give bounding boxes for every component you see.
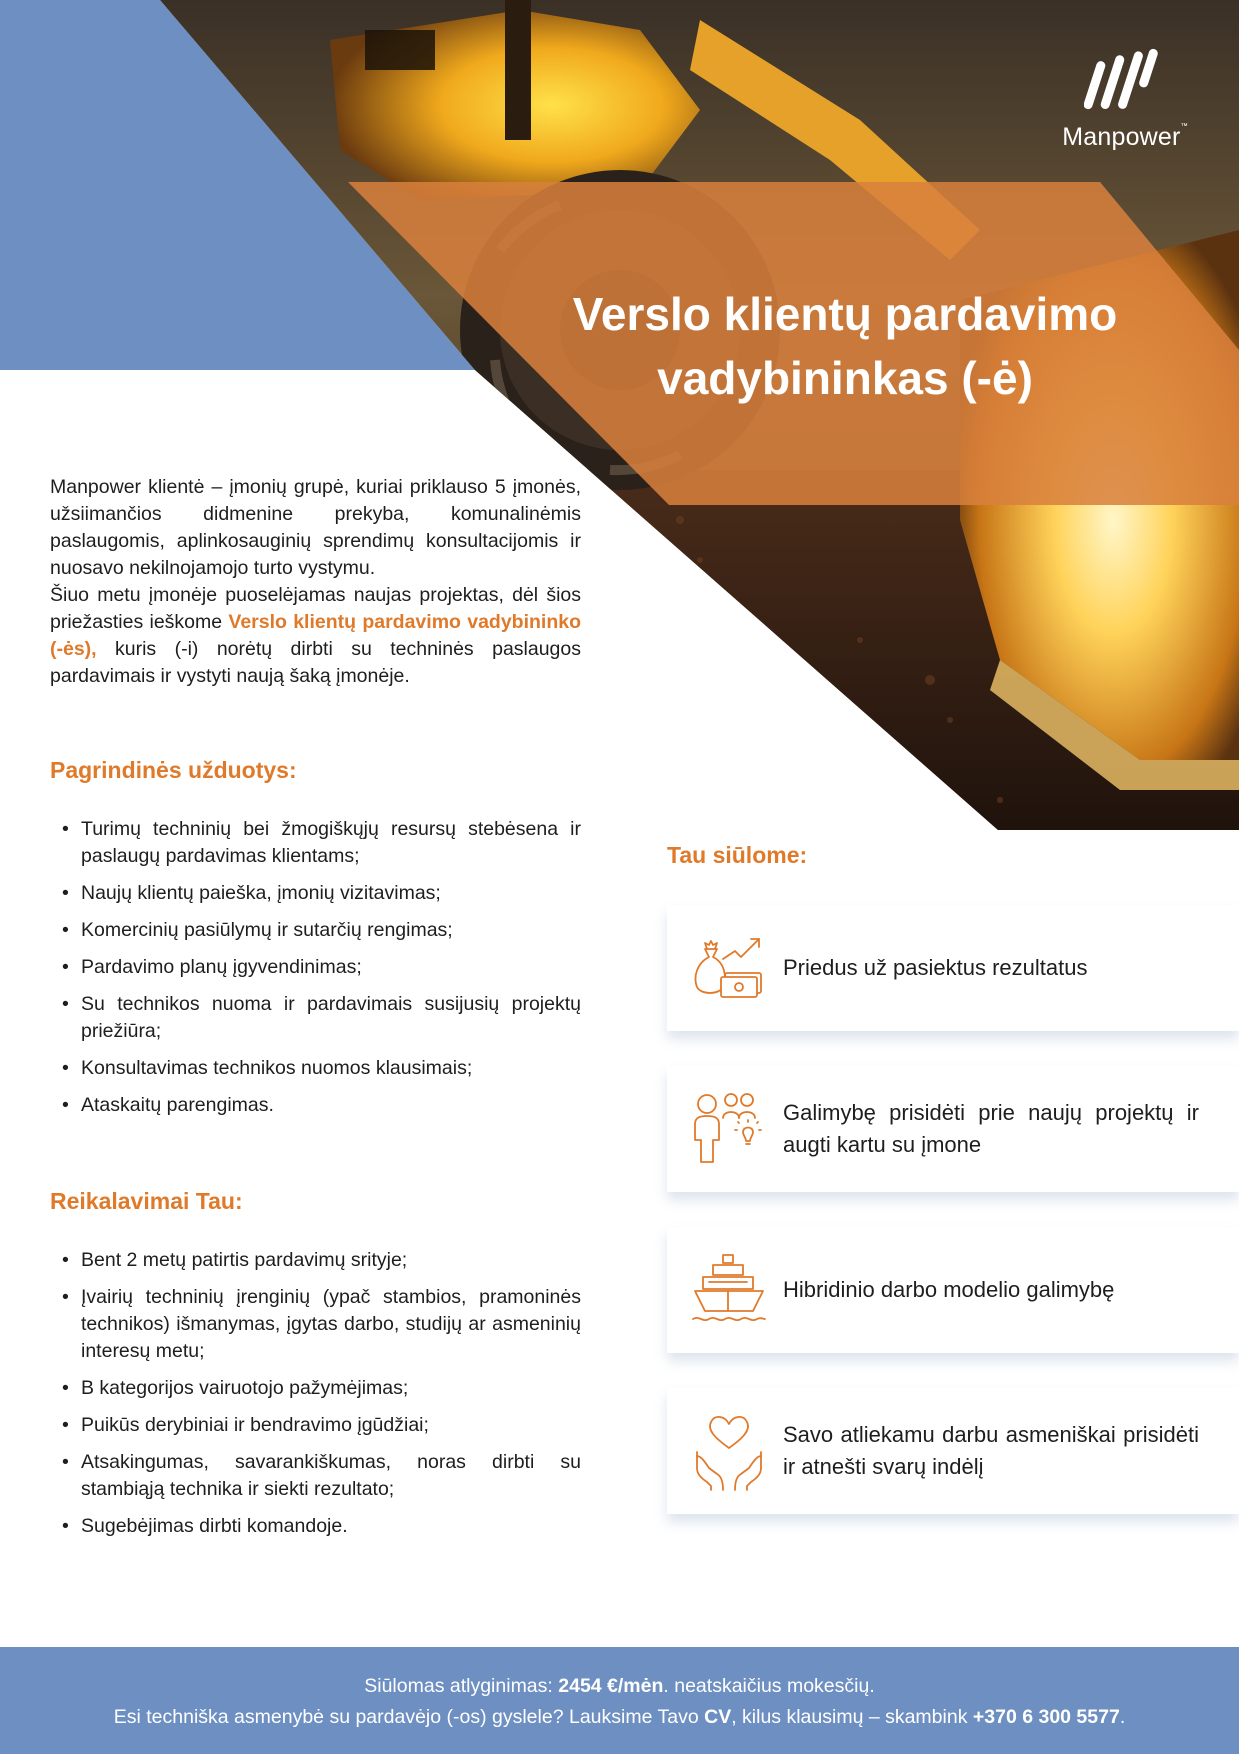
logo-wordmark: Manpower: [1062, 123, 1181, 151]
offer-card-bonus: [667, 905, 1239, 1031]
tasks-list: [50, 816, 581, 1129]
intro-highlight: Verslo klientų pardavimo vadybininko (-ės),: [50, 611, 581, 660]
manpower-logo-icon: [1084, 48, 1166, 112]
offer-card-projects: [667, 1066, 1239, 1192]
offer-text: Priedus už pasiektus rezultatus: [783, 955, 1088, 980]
list-item: • Konsultavimas technikos nuomos klausimais;: [50, 1055, 581, 1082]
list-item: • Puikūs derybiniai ir bendravimo įgūdžiai;: [50, 1412, 581, 1439]
contact-line: [0, 1706, 1239, 1729]
offer-heading: Tau siūlome:: [667, 842, 808, 868]
offer-card-impact: [667, 1388, 1239, 1514]
list-item: • Pardavimo planų įgyvendinimas;: [50, 954, 581, 981]
salary-line: [0, 1647, 1239, 1698]
salary-suffix: . neatskaičius mokesčių.: [663, 1675, 875, 1697]
list-item: • Bent 2 metų patirtis pardavimų srityje;: [50, 1247, 581, 1274]
list-item: • Su technikos nuoma ir pardavimais susijusių projektų priežiūra;: [50, 991, 581, 1045]
offer-text: Galimybę prisidėti prie naujų projektų ir augti kartu su įmone: [783, 1100, 1199, 1157]
intro-text-1: Manpower klientė – įmonių grupė, kuriai priklauso 5 įmonės, užsiimančios didmenine prekyba, komunalinėmis paslaugomis, aplinkosauginių sprendimų konsultacijomis ir nuosavo nekilnojamojo turto vystymu.: [50, 476, 581, 579]
list-item: • B kategorijos vairuotojo pažymėjimas;: [50, 1375, 581, 1402]
team-ideas-icon: [691, 1090, 767, 1170]
requirements-heading: Reikalavimai Tau:: [50, 1188, 243, 1214]
tasks-heading: Pagrindinės užduotys:: [50, 757, 297, 783]
requirements-list: [50, 1247, 581, 1550]
heart-hands-icon: [691, 1412, 767, 1492]
offer-card-hybrid: [667, 1227, 1239, 1353]
contact-cv: CV: [704, 1706, 732, 1728]
title-line-2: vadybininkas (-ė): [657, 352, 1033, 404]
list-item: • Atsakingumas, savarankiškumas, noras dirbti su stambiąją technika ir siekti rezultato;: [50, 1449, 581, 1503]
contact-suffix: .: [1119, 1706, 1126, 1728]
intro-paragraph: [50, 474, 581, 690]
list-item: • Sugebėjimas dirbti komandoje.: [50, 1513, 581, 1540]
list-item: • Komercinių pasiūlymų ir sutarčių rengimas;: [50, 917, 581, 944]
title-line-1: Verslo klientų pardavimo: [572, 288, 1118, 340]
page-title: [480, 282, 1210, 410]
contact-prefix: Esi techniška asmenybė su pardavėjo (-os) gyslele? Lauksime Tavo: [113, 1706, 705, 1728]
salary-value: 2454 €/mėn: [558, 1675, 664, 1697]
salary-prefix: Siūlomas atlyginimas:: [364, 1675, 559, 1697]
list-item: • Ataskaitų parengimas.: [50, 1092, 581, 1119]
money-bag-growth-icon: [691, 929, 767, 1009]
contact-phone[interactable]: +370 6 300 5577: [972, 1706, 1120, 1728]
intro-text-2: Šiuo metu įmonėje puoselėjamas naujas projektas, dėl šios priežasties ieškome: [50, 584, 581, 633]
list-item: • Turimų techninių bei žmogiškųjų resursų stebėsena ir paslaugų pardavimas klientams;: [50, 816, 581, 870]
hero-banner: [0, 0, 1239, 840]
offer-text: Savo atliekamu darbu asmeniškai prisidėti ir atnešti svarų indėlį: [783, 1422, 1199, 1479]
manpower-logo: Manpower™: [1055, 48, 1195, 152]
contact-mid: , kilus klausimų – skambink: [731, 1706, 973, 1728]
footer: [0, 1647, 1239, 1754]
hero-graphic: [0, 0, 1239, 840]
offer-text: Hibridinio darbo modelio galimybę: [783, 1277, 1115, 1302]
intro-text-3: kuris (-i) norėtų dirbti su techninės paslaugos pardavimais ir vystyti naują šaką įmonėje.: [50, 638, 581, 687]
ship-icon: [691, 1251, 767, 1331]
list-item: • Naujų klientų paieška, įmonių vizitavimas;: [50, 880, 581, 907]
list-item: • Įvairių techninių įrenginių (ypač stambios, pramoninės technikos) išmanymas, įgytas darbo, studijų ar asmeninių interesų metu;: [50, 1284, 581, 1365]
